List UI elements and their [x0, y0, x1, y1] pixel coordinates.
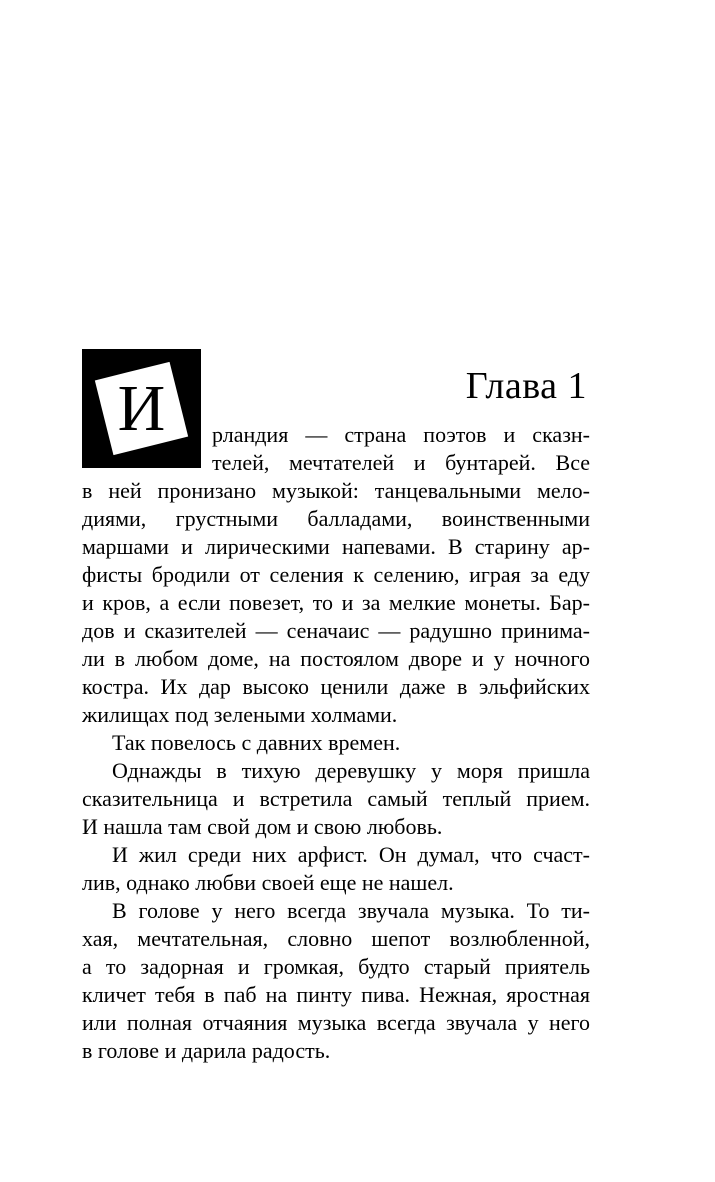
- dropcap-letter: И: [117, 372, 166, 445]
- text-line: хая, мечтательная, словно шепот возлюбленной,: [82, 926, 590, 951]
- text-line: дов и сказителей — сеначаис — радушно принима-: [82, 618, 590, 643]
- text-line: и кров, а если повезет, то и за мелкие монеты. Бар-: [82, 590, 590, 615]
- chapter-title: Глава 1: [465, 365, 587, 407]
- text-line: И нашла там свой дом и свою любовь.: [82, 814, 443, 839]
- text-line: телей, мечтателей и бунтарей. Все: [212, 450, 590, 475]
- text-line: кличет тебя в паб на пинту пива. Нежная, яростная: [82, 982, 590, 1007]
- text-line: в ней пронизано музыкой: танцевальными мело-: [82, 478, 590, 503]
- text-line: костра. Их дар высоко ценили даже в эльфийских: [82, 674, 590, 699]
- text-line: а то задорная и громкая, будто старый приятель: [82, 954, 590, 979]
- text-line: жилищах под зелеными холмами.: [82, 702, 398, 727]
- text-line: Однажды в тихую деревушку у моря пришла: [112, 758, 590, 783]
- text-line: или полная отчаяния музыка всегда звучала у него: [82, 1010, 590, 1035]
- text-line: маршами и лирическими напевами. В старину ар-: [82, 534, 590, 559]
- text-line: сказительница и встретила самый теплый прием.: [82, 786, 590, 811]
- text-line: фисты бродили от селения к селению, играя за еду: [82, 562, 590, 587]
- text-line: в голове и дарила радость.: [82, 1038, 331, 1063]
- text-line: лив, однако любви своей еще не нашел.: [82, 870, 454, 895]
- text-line: Так повелось с давних времен.: [112, 730, 401, 755]
- text-line: ли в любом доме, на постоялом дворе и у ночного: [82, 646, 590, 671]
- text-line: рландия — страна поэтов и сказн-: [212, 422, 590, 447]
- text-line: В голове у него всегда звучала музыка. То ти-: [112, 898, 590, 923]
- text-line: диями, грустными балладами, воинственными: [82, 506, 590, 531]
- dropcap-box: [82, 349, 201, 468]
- text-line: И жил среди них арфист. Он думал, что счаст-: [112, 842, 590, 867]
